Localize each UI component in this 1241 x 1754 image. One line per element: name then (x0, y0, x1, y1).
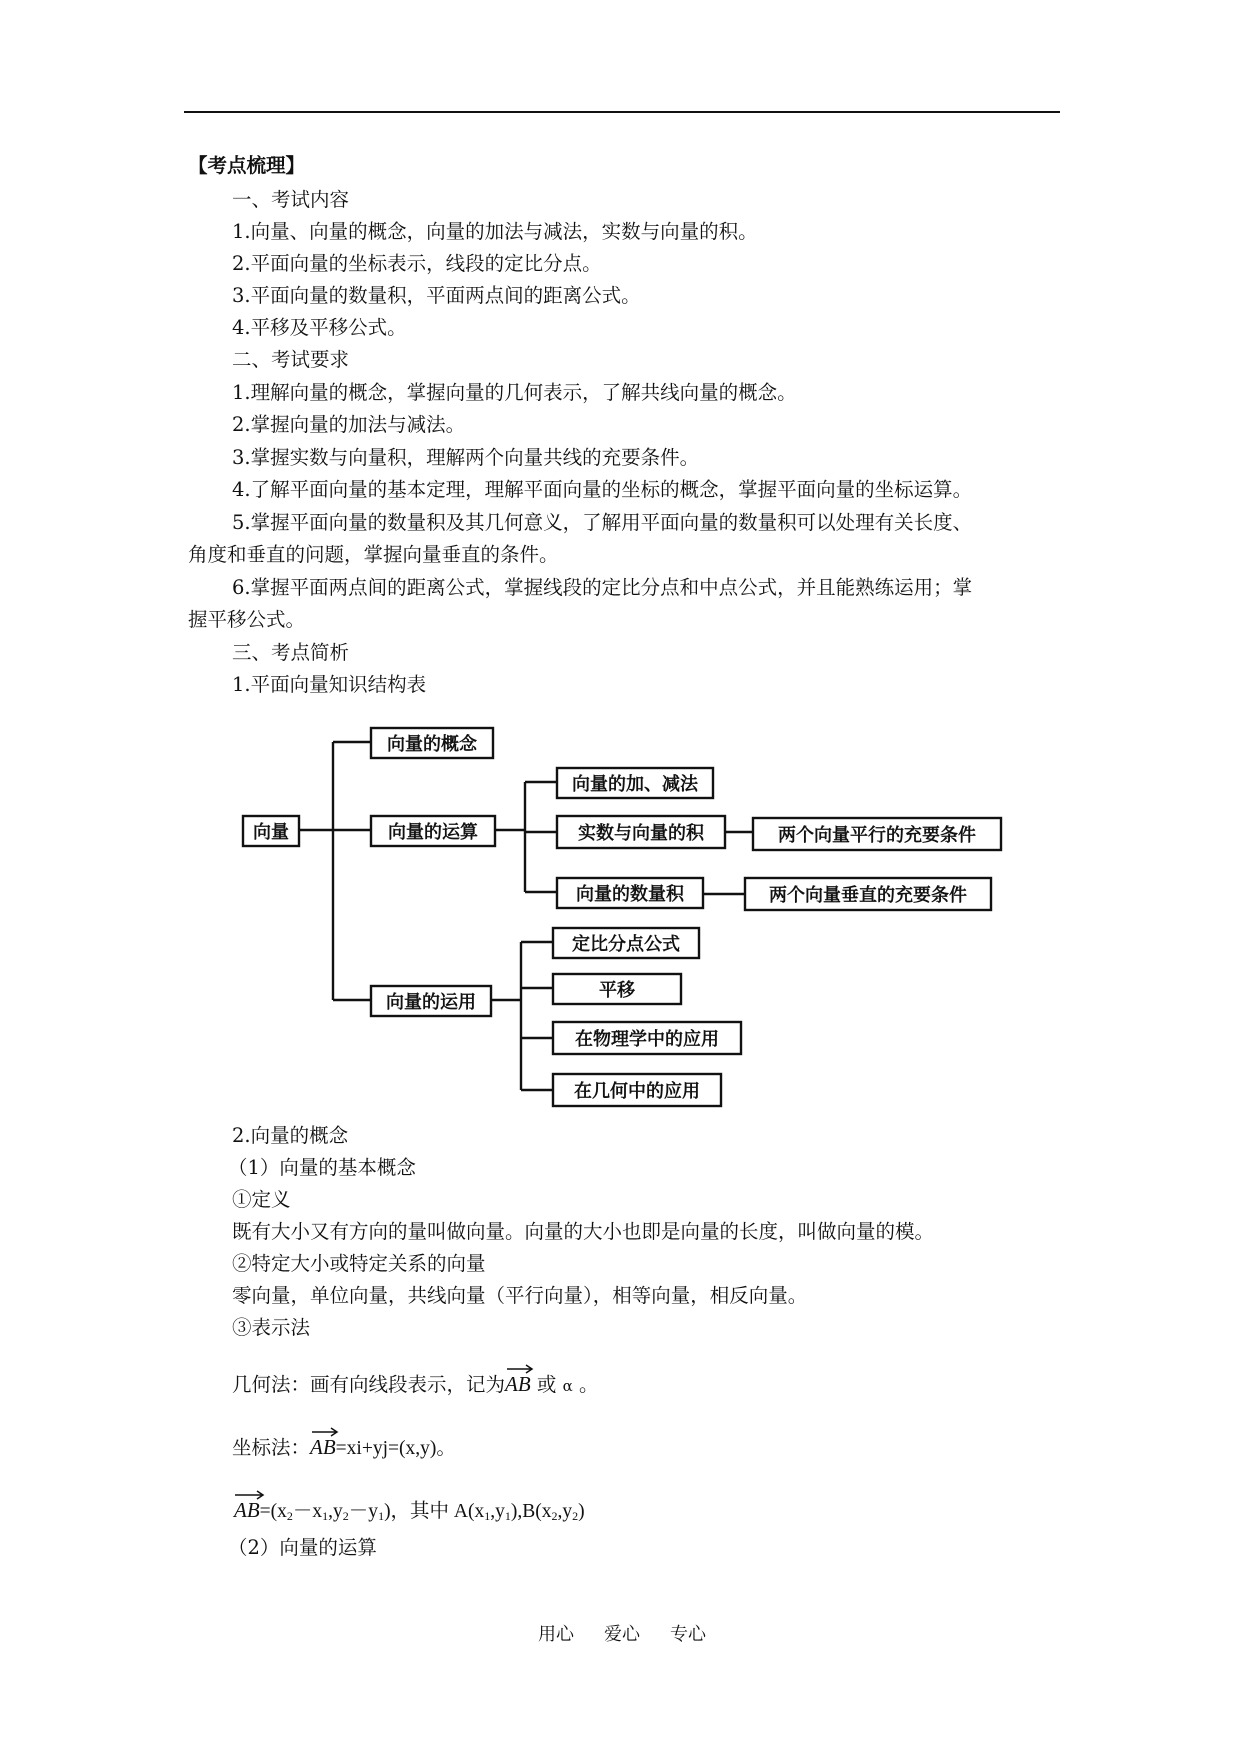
coordinate-method-text: 坐标法： (232, 1436, 311, 1459)
translation-label: 平移 (599, 980, 635, 1001)
vector-application-label: 向量的运用 (386, 992, 476, 1013)
footer-word-2: 爱心 (604, 1624, 640, 1645)
geometry-application-label: 在几何中的应用 (574, 1081, 700, 1102)
content-item-3: 3.平面向量的数量积，平面两点间的距离公式。 (232, 284, 641, 307)
content-item-2: 2.平面向量的坐标表示，线段的定比分点。 (232, 252, 602, 275)
requirement-item-5-cont: 角度和垂直的问题，掌握向量垂直的条件。 (188, 543, 559, 566)
vector-arrow-icon (234, 1490, 266, 1500)
section-heading: 【考点梳理】 (188, 154, 306, 177)
geometric-method-text: 几何法：画有向线段表示，记为 (232, 1373, 506, 1396)
requirement-item-1: 1.理解向量的概念，掌握向量的几何表示，了解共线向量的概念。 (232, 381, 797, 404)
definition-text: 既有大小又有方向的量叫做向量。向量的大小也即是向量的长度，叫做向量的模。 (232, 1220, 935, 1243)
footer-word-3: 专心 (670, 1624, 706, 1645)
structure-table-title: 1.平面向量知识结构表 (232, 673, 427, 696)
requirement-item-5: 5.掌握平面向量的数量积及其几何意义，了解用平面向量的数量积可以处理有关长度、 (232, 511, 973, 534)
key-points-title: 三、考点简析 (232, 641, 350, 664)
geometric-method-line (232, 1372, 598, 1398)
knowledge-structure-diagram (235, 718, 1015, 1118)
section-formula-label: 定比分点公式 (572, 934, 680, 955)
coordinate-formula: =xi+yj=(x,y)。 (335, 1438, 456, 1459)
basic-concept-title: （1）向量的基本概念 (228, 1156, 416, 1179)
requirement-item-3: 3.掌握实数与向量积，理解两个向量共线的充要条件。 (232, 446, 700, 469)
operations-title: （2）向量的运算 (228, 1536, 377, 1559)
vector-arrow-icon (310, 1427, 340, 1437)
vector-add-sub-label: 向量的加、减法 (572, 774, 698, 795)
exam-content-title: 一、考试内容 (232, 188, 350, 211)
content-item-1: 1.向量、向量的概念，向量的加法与减法，实数与向量的积。 (232, 220, 758, 243)
exam-requirements-title: 二、考试要求 (232, 348, 350, 371)
header-rule (184, 111, 1060, 113)
coordinate-method-line (232, 1435, 456, 1461)
dot-product-label: 向量的数量积 (576, 884, 684, 905)
vector-ab: AB (234, 1498, 260, 1522)
vector-ab: AB (505, 1372, 531, 1396)
vector-concept-label: 向量的概念 (387, 734, 477, 755)
requirement-item-6: 6.掌握平面两点间的距离公式，掌握线段的定比分点和中点公式，并且能熟练运用；掌 (232, 576, 973, 599)
requirement-item-2: 2.掌握向量的加法与减法。 (232, 413, 466, 436)
scalar-product-label: 实数与向量的积 (578, 823, 704, 844)
special-vectors-text: 零向量，单位向量，共线向量（平行向量），相等向量，相反向量。 (232, 1284, 808, 1307)
vector-operation-label: 向量的运算 (388, 822, 478, 843)
physics-application-label: 在物理学中的应用 (575, 1029, 719, 1050)
vector-ab: AB (310, 1435, 336, 1459)
vector-arrow-icon (505, 1364, 535, 1374)
requirement-item-4: 4.了解平面向量的基本定理，理解平面向量的坐标的概念，掌握平面向量的坐标运算。 (232, 478, 973, 501)
footer-word-1: 用心 (538, 1624, 574, 1645)
period: 。 (578, 1373, 599, 1396)
requirement-item-6-cont: 握平移公式。 (188, 608, 306, 631)
perpendicular-condition-label: 两个向量垂直的充要条件 (769, 885, 967, 906)
alpha-symbol: α (562, 1377, 573, 1395)
root-vector-label: 向量 (253, 822, 289, 843)
ab-coordinate-formula: $AB=(x_2-x_1,y_2-y_1)$，其中 $A(x_1,y_1),B(x_2,y_2)$ (234, 1498, 585, 1528)
definition-title: ①定义 (232, 1188, 291, 1211)
or-text: 或 (536, 1373, 557, 1396)
parallel-condition-label: 两个向量平行的充要条件 (778, 825, 976, 846)
vector-concept-title: 2.向量的概念 (232, 1124, 349, 1147)
special-vectors-title: ②特定大小或特定关系的向量 (232, 1252, 486, 1275)
content-item-4: 4.平移及平移公式。 (232, 316, 407, 339)
representation-title: ③表示法 (232, 1316, 311, 1339)
